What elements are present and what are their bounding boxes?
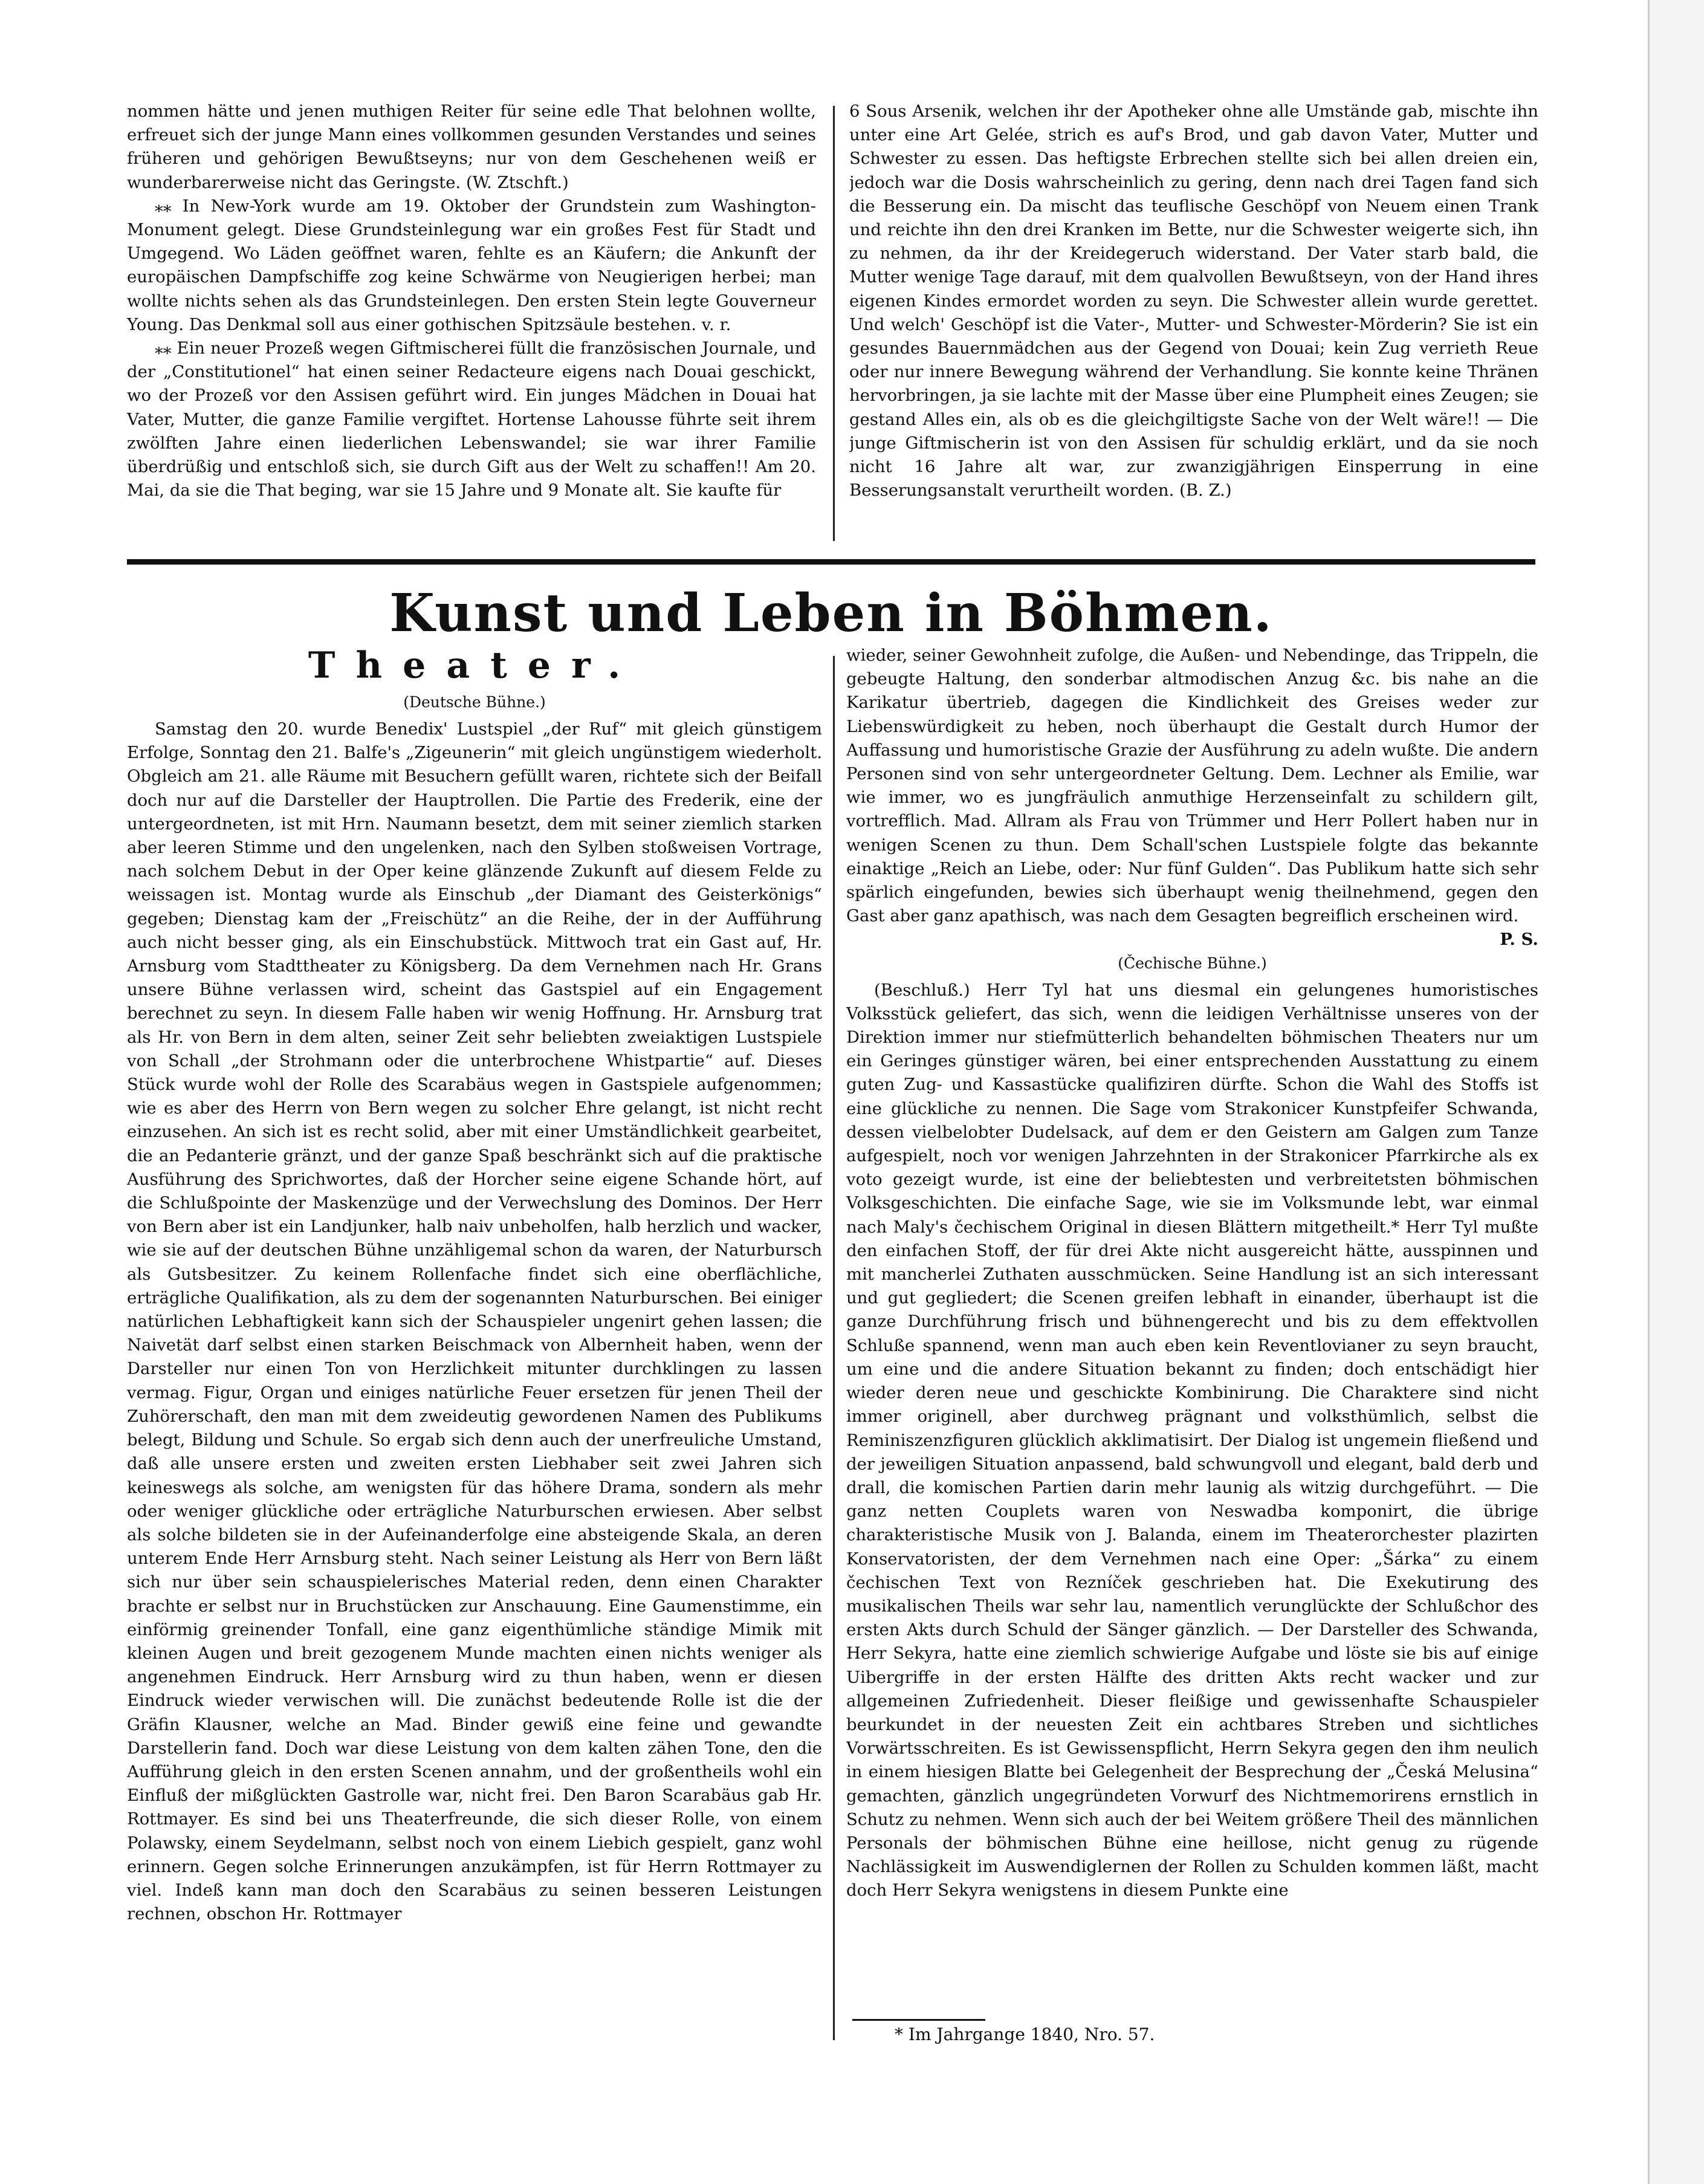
paragraph: (Beschluß.) Herr Tyl hat uns diesmal ein gelungenes humoristisches Volksstück geliefert, das sich, wenn die leidigen Verhältnisse unseres von der Direktion immer nur stiefmütterlich behandelten böhmischen Theaters nur um ein Geringes günstiger wären, bei einer entsprechenden Ausstattung zu einem guten Zug- und Kassastücke qualifiziren dürfte. Schon die Wahl des Stoffs ist eine glückliche zu nennen. Die Sage vom Strakonicer Kunstpfeifer Schwanda, dessen vielbelobter Dudelsack, auf dem er den Geistern am Galgen zum Tanze aufgespielt, noch vor wenigen Jahrzehnten in der Strakonicer Pfarrkirche als ex voto gezeigt wurde, ist eine der beliebtesten und verbreitetsten böhmischen Volksgeschichten. Die einfache Sage, wie sie im Volksmunde lebt, war einmal nach Maly's čechischem Original in diesen Blättern mitgetheilt.* Herr Tyl mußte den einfachen Stoff, der für drei Akte nicht ausgereicht hätte, ausspinnen und mit mancherlei Zuthaten ausschmücken. Seine Handlung ist an sich interessant und gut gegliedert; die Scenen greifen lebhaft in einander, überhaupt ist die ganze Durchführung frisch und bühnengerecht und bis zu dem effektvollen Schluße spannend, wenn man auch eben kein Reventlovianer zu seyn braucht, um eine und die andere Situation bekannt zu finden; doch entschädigt hier wieder deren neue und geschickte Kombinirung. Die Charaktere sind nicht immer originell, aber durchweg prägnant und volksthümlich, selbst die Reminiszenzfiguren glücklich akklimatisirt. Der Dialog ist ungemein fließend und der jeweiligen Situation anpassend, bald schwungvoll und elegant, bald derb und drall, die komischen Partien darin mehr launig als witzig durchgeführt. — Die ganz netten Couplets waren von Neswadba komponirt, die übrige charakteristische Musik von J. Balanda, einem im Theaterorchester plazirten Konservatoristen, der dem Vernehmen nach eine Oper: „Šárka“ zu einem čechischen Text von Rezníček geschrieben hat. Die Exekutirung des musikalischen Theils war sehr lau, namentlich verunglückte der Schlußchor des ersten Akts durch Schuld der Sänger gänzlich. — Der Darsteller des Schwanda, Herr Sekyra, hatte eine ziemlich schwierige Aufgabe und löste sie bis auf einige Uibergriffe in der ersten Hälfte des dritten Akts recht wacker und zur allgemeinen Zufriedenheit. Dieser fleißige und gewissenhafte Schauspieler beurkundet in der neuesten Zeit ein achtbares Streben und sichtliches Vorwärtsschreiten. Es ist Gewissenspflicht, Herrn Sekyra gegen den ihm neulich in einem hiesigen Blatte bei Gelegenheit der Besprechung der „Česká Melusina“ gemachten, gänzlich ungegründeten Vorwurf des Nichtmemorirens ernstlich in Schutz zu nehmen. Wenn sich auch der bei Weitem größere Theil des männlichen Personals der böhmischen Bühne eine heillose, nicht genug zu rügende Nachlässigkeit im Auswendiglernen der Rollen zu Schulden kommen läßt, macht doch Herr Sekyra wenigstens in diesem Punkte eine — [846, 980, 1538, 1900]
czech-stage-subheading: (Čechische Bühne.) — [1118, 954, 1267, 972]
column-right-bottom — [846, 644, 1538, 1995]
paragraph: Samstag den 20. wurde Benedix' Lustspiel „der Ruf“ mit gleich günstigem Erfolge, Sonntag den 21. Balfe's „Zigeunerin“ mit gleich ungünstigem wiederholt. Obgleich am 21. alle Räume mit Besuchern gefüllt waren, richtete sich der Beifall doch nur auf die Darsteller der Hauptrollen. Die Partie des Frederik, eine der untergeordneten, ist mit Hrn. Naumann besetzt, dem mit seiner ziemlich starken aber leeren Stimme und den ungelenken, nach den Sylben stoßweisen Vortrage, nach solchem Debut in der Oper keine glänzende Zukunft auf diesem Felde zu weissagen ist. Montag wurde als Einschub „der Diamant des Geisterkönigs“ gegeben; Dienstag kam der „Freischütz“ an die Reihe, der in der Aufführung auch nicht besser ging, als ein Einschubstück. Mittwoch trat ein Gast auf, Hr. Arnsburg vom Stadttheater zu Königsberg. Da dem Vernehmen nach Hr. Grans unsere Bühne verlassen wird, scheint das Gastspiel auf ein Engagement berechnet zu seyn. In diesem Falle haben wir wenig Hoffnung. Hr. Arnsburg trat als Hr. von Bern in dem alten, seiner Zeit sehr beliebten zweiaktigen Lustspiele von Schall „der Strohmann oder die unterbrochene Whistpartie“ auf. Dieses Stück wurde wohl der Rolle des Scarabäus wegen in Gastspiele aufgenommen; wie es aber des Herrn von Bern wegen zu solcher Ehre gelangt, ist nicht recht einzusehen. An sich ist es recht solid, aber mit einer Umständlichkeit gearbeitet, die an Pedanterie gränzt, und der ganze Spaß beschränkt sich auf die praktische Ausführung des Sprichwortes, daß der Horcher seine eigene Schande hört, auf die Schlußpointe der Maskenzüge und der Verwechslung des Dominos. Der Herr von Bern aber ist ein Landjunker, halb naiv unbeholfen, halb herzlich und wacker, wie sie auf der deutschen Bühne unzähligemal schon da waren, der Naturbursch als Gutsbesitzer. Zu keinem Rollenfache findet sich eine oberflächliche, erträgliche Qualifikation, als zu dem der sogenannten Naturburschen. Bei einiger natürlichen Lebhaftigkeit kann sich der Schauspieler ungenirt gehen lassen; die Naivetät darf selbst einen starken Beischmack von Albernheit haben, wenn der Darsteller nur einen Ton von Herzlichkeit mitunter durchklingen zu lassen vermag. Figur, Organ und einiges natürliche Feuer ersetzen für jenen Theil der Zuhörerschaft, den man mit dem zweideutig gewordenen Namen des Publikums belegt, Bildung und Schule. So ergab sich denn auch der unerfreuliche Umstand, daß alle unsere ersten und zweiten ersten Liebhaber seit zwei Jahren sich keineswegs als solche, am wenigsten für das höhere Drama, sondern als mehr oder weniger glückliche oder erträgliche Naturburschen erwiesen. Aber selbst als solche bildeten sie in der Aufeinanderfolge eine absteigende Skala, an deren unterem Ende Herr Arnsburg steht. Nach seiner Leistung als Herr von Bern läßt sich nur über sein schauspielerisches Material reden, denn einen Charakter brachte er selbst nur in Bruchstücken zur Anschauung. Eine Gaumenstimme, ein einförmig greinender Tonfall, eine ganz eigenthümliche ständige Mimik mit kleinen Augen und breit gezogenem Munde machten einen nichts weniger als angenehmen Eindruck. Herr Arnsburg wird zu thun haben, wenn er diesen Eindruck wieder verwischen will. Die zunächst bedeutende Rolle ist die der Gräfin Klausner, welche an Mad. Binder gewiß eine feine und gewandte Darstellerin fand. Doch war diese Leistung von dem kalten zähen Tone, den die Aufführung gleich in den ersten Scenen annahm, und der großentheils wohl ein Einfluß der mißglückten Gastrolle war, nicht frei. Den Baron Scarabäus gab Hr. Rottmayer. Es sind bei uns Theaterfreunde, die sich dieser Rolle, von einem Polawsky, einem Seydelmann, selbst noch von einem Liebich gespielt, ganz wohl erinnern. Gegen solche Erinnerungen anzukämpfen, ist für Herrn Rottmayer zu viel. Indeß kann man doch den Scarabäus zu seinen besseren Leistungen rechnen, obschon Hr. Rottmayer — [127, 719, 822, 1924]
column-divider-bottom — [833, 656, 835, 2040]
paragraph: wieder, seiner Gewohnheit zufolge, die Außen- und Nebendinge, das Trippeln, die gebeugte Haltung, den sonderbar altmodischen Anzug &c. bis nahe an die Karikatur übertrieb, dagegen die Kindlichkeit des Greises weder zur Liebenswürdigkeit zu heben, noch überhaupt die Gestalt durch Humor der Auffassung und humoristische Grazie der Ausführung zu adeln wußte. Die andern Personen sind von sehr untergeordneter Geltung. Dem. Lechner als Emilie, war wie immer, wo es jungfräulich anmuthige Herzenseinfalt zu schildern gilt, vortrefflich. Mad. Allram als Frau von Trümmer und Herr Pollert haben nur in wenigen Scenen zu thun. Dem Schall'schen Lustspiele folgte das bekannte einaktige „Reich an Liebe, oder: Nur fünf Gulden“. Das Publikum hatte sich sehr spärlich eingefunden, bewies sich überhaupt wenig theilnehmend, gegen den Gast aber ganz apathisch, was nach dem Gesagten begreiflich erscheinen wird. — [846, 646, 1538, 926]
column-right-top — [849, 100, 1538, 547]
column-left-bottom — [127, 644, 822, 2055]
author-signature: P. S. — [1500, 930, 1538, 950]
footnote: * Im Jahrgange 1840, Nro. 57. — [895, 2024, 1155, 2044]
section-divider — [127, 559, 1535, 565]
footnote-rule — [852, 2019, 985, 2021]
column-left-top — [127, 100, 816, 547]
section-masthead: Kunst und Leben in Böhmen. — [389, 583, 1273, 644]
paragraph: ⁎⁎ In New-York wurde am 19. Oktober der Grundstein zum Washington-Monument gelegt. Diese Grundsteinlegung war ein großes Fest für Stadt und Umgegend. Wo Läden geöffnet waren, fehlte es an Käufern; die Ankunft der europäischen Dampfschiffe zog keine Schwärme von Neugierigen herbei; man wollte nichts sehen als das Grundsteinlegen. Den ersten Stein legte Gouverneur Young. Das Denkmal soll aus einer gothischen Spitzsäule bestehen. v. r. — [127, 196, 816, 334]
column-divider-top — [833, 106, 835, 541]
paragraph: 6 Sous Arsenik, welchen ihr der Apotheker ohne alle Umstände gab, mischte ihn unter eine Art Gelée, strich es auf's Brod, und gab davon Vater, Mutter und Schwester zu essen. Das heftigste Erbrechen stellte sich bei allen dreien ein, jedoch war die Dosis wahrscheinlich zu gering, denn nach drei Tagen fand sich die Besserung ein. Da mischt das teuflische Geschöpf von Neuem einen Trank und reichte ihn den drei Kranken im Bette, nur die Schwester weigerte sich, ihn zu nehmen, da ihr der Kreidegeruch widerstand. Der Vater starb bald, die Mutter wenige Tage darauf, mit dem qualvollen Bewußtseyn, von der Hand ihres eigenen Kindes ermordet worden zu seyn. Die Schwester allein wurde gerettet. Und welch' Geschöpf ist die Vater-, Mutter- und Schwester-Mörderin? Sie ist ein gesundes Bauernmädchen aus der Gegend von Douai; kein Zug verrieth Reue oder nur innere Bewegung während der Verhandlung. Sie konnte keine Thränen hervorbringen, ja sie lachte mit der Masse über eine Plumpheit eines Zeugen; sie gestand Alles ein, als ob es die gleichgiltigste Sache von der Welt wäre!! — Die junge Giftmischerin ist von den Assisen für schuldig erklärt, und da sie noch nicht 16 Jahre alt war, zur zwanzigjährigen Einsperrung in eine Besserungsanstalt verurtheilt worden. (B. Z.) — [849, 102, 1538, 501]
theater-heading: Theater. — [308, 644, 641, 687]
page-edge — [1648, 0, 1704, 2184]
paragraph: ⁎⁎ Ein neuer Prozeß wegen Giftmischerei füllt die französischen Journale, und der „Constitutionel“ hat einen seiner Redacteure eigens nach Douai geschickt, wo der Prozeß vor den Assisen geführt wird. Ein junges Mädchen in Douai hat Vater, Mutter, die ganze Familie vergiftet. Hortense Lahousse führte seit ihrem zwölften Jahre einen liederlichen Lebenswandel; sie war ihrer Familie überdrüßig und entschloß sich, sie durch Gift aus der Welt zu schaffen!! Am 20. Mai, da sie die That beging, war sie 15 Jahre und 9 Monate alt. Sie kaufte für — [127, 339, 816, 501]
theater-subheading: (Deutsche Bühne.) — [403, 693, 546, 711]
paragraph: nommen hätte und jenen muthigen Reiter für seine edle That belohnen wollte, erfreuet sich der junge Mann eines vollkommen gesunden Verstandes und seines früheren und gehörigen Bewußtseyns; nur von dem Geschehenen weiß er wunderbarerweise nicht das Geringste. (W. Ztschft.) — [127, 102, 816, 192]
